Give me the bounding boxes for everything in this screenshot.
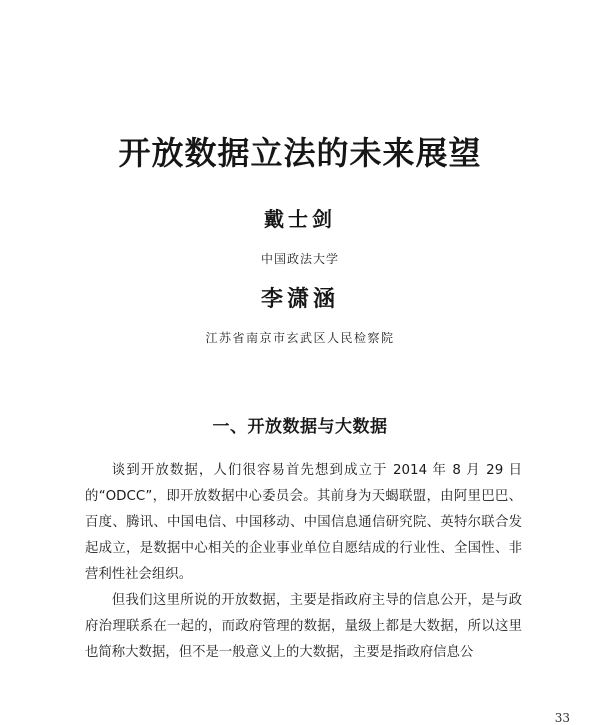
author-name-1: 戴士剑	[264, 207, 336, 231]
page-number: 33	[554, 711, 570, 725]
author-name-2: 李潇涵	[260, 286, 339, 312]
paragraph-2: 但我们这里所说的开放数据，主要是指政府主导的信息公开，是与政府治理联系在一起的，而政府管理的数据，量级上都是大数据，所以这里也简称大数据，但不是一般意义上的大数据，主要是指政府信息公	[85, 593, 522, 660]
author-affiliation-1: 中国政法大学	[260, 252, 339, 266]
paragraph-1: 谈到开放数据，人们很容易首先想到成立于 2014 年 8 月 29 日的“ODCC”，即开放数据中心委员会。其前身为天蝎联盟，由阿里巴巴、百度、腾讯、中国电信、中国移动、中国信息通信研究院、英特尔联合发起成立，是数据中心相关的企业事业单位自愿结成的行业性、全国性、非营利性社会组织。	[85, 463, 522, 582]
article-title: 开放数据立法的未来展望	[118, 134, 482, 172]
section-heading: 一、开放数据与大数据	[212, 417, 388, 437]
body-text	[85, 458, 522, 666]
author-affiliation-2: 江苏省南京市玄武区人民检察院	[205, 331, 395, 345]
